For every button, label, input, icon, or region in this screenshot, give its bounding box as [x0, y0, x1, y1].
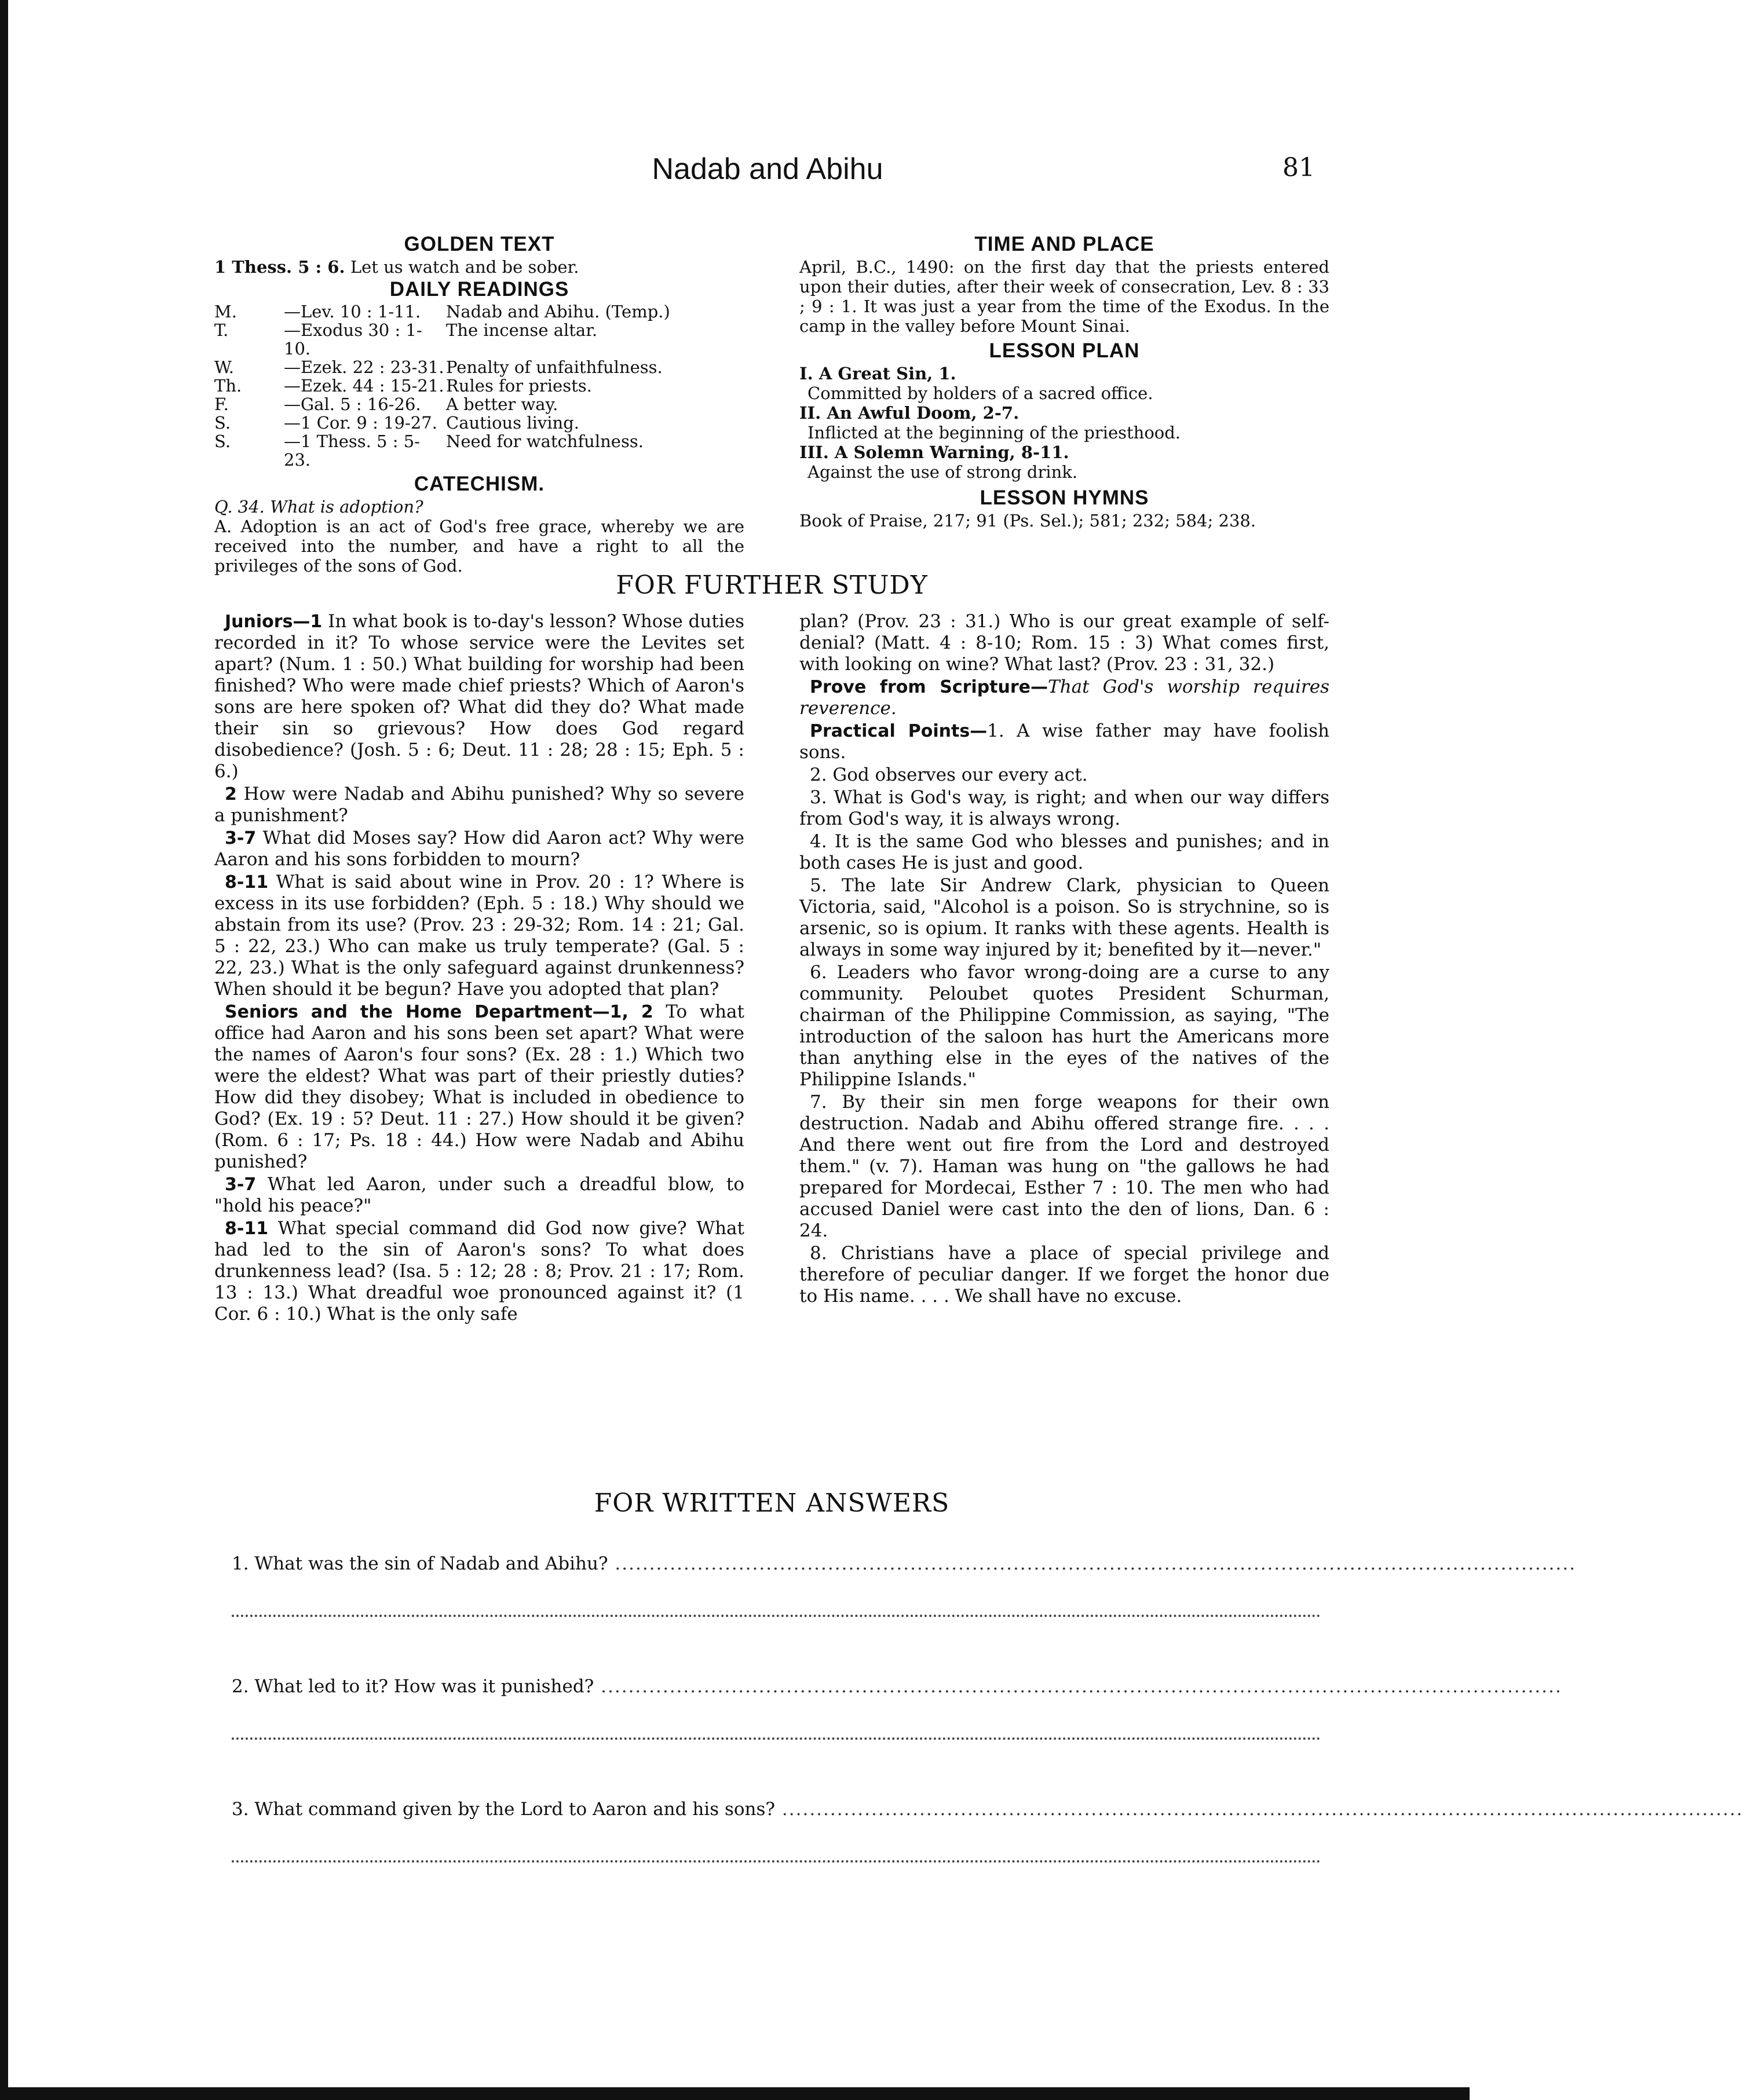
reading-title: Nadab and Abihu. (Temp.) [446, 302, 670, 321]
study-paragraph [214, 872, 744, 1000]
lesson-plan-item-desc: Against the use of strong drink. [807, 462, 1078, 482]
lesson-plan-item-desc: Committed by holders of a sacred office. [807, 383, 1153, 403]
reading-title: Need for watchfulness. [446, 431, 644, 451]
practical-point: 4. It is the same God who blesses and punishes; and in both cases He is just and good. [799, 831, 1329, 873]
study-label: 3-7 [225, 828, 257, 848]
time-place-heading: TIME AND PLACE [974, 233, 1154, 255]
answer-line[interactable] [232, 1831, 1321, 1863]
study-paragraph [214, 784, 744, 826]
lesson-plan-item-desc: Inflicted at the beginning of the priesthood. [807, 423, 1181, 442]
reading-ref: —1 Thess. 5 : 5-23. [284, 431, 420, 470]
reading-day: M. [214, 302, 237, 321]
bottom-border [0, 2087, 1470, 2100]
answer-line[interactable] [232, 1708, 1321, 1740]
written-question-text: 2. What led to it? How was it punished? [232, 1676, 594, 1697]
golden-text-heading: GOLDEN TEXT [404, 233, 555, 255]
further-study-left-column [214, 611, 744, 1326]
written-question [232, 1546, 1576, 1581]
time-place-text: April, B.C., 1490: on the first day that the priests entered upon their duties, after their week of consecration, Lev. 8 : 33 ; 9 : 1. It was just a year from the time of the Exodus. In the camp in the valley before Mount Sinai. [799, 257, 1329, 336]
reading-title: The incense altar. [446, 320, 598, 340]
reading-title: Rules for priests. [446, 376, 592, 396]
reading-day: Th. [214, 376, 242, 396]
left-border [0, 0, 8, 2100]
written-answers-heading: FOR WRITTEN ANSWERS [594, 1488, 950, 1518]
page-header [220, 152, 1315, 204]
reading-ref: —Lev. 10 : 1-11. [284, 302, 421, 321]
written-question [232, 1792, 1743, 1827]
prove-from-scripture [799, 676, 1329, 719]
study-text: What did Moses say? How did Aaron act? Why were Aaron and his sons forbidden to mourn? [214, 828, 744, 870]
practical-point: 5. The late Sir Andrew Clark, physician to Queen Victoria, said, "Alcohol is a poison. So is strychnine, so is arsenic, so is opium. It ranks with these agents. Health is always in some way injured by it; benefited by it—never." [799, 875, 1329, 960]
practical-point: 6. Leaders who favor wrong-doing are a curse to any community. Peloubet quotes President Schurman, chairman of the Philippine Commission, as saying, "The introduction of the saloon has hurt the Americans more than anything else in the eyes of the natives of the Philippine Islands." [799, 962, 1329, 1090]
study-label: Seniors and the Home Department—1, 2 [225, 1002, 653, 1022]
study-paragraph [214, 1174, 744, 1217]
daily-readings-heading: DAILY READINGS [389, 278, 569, 301]
study-label: Juniors—1 [225, 612, 323, 632]
study-paragraph [214, 828, 744, 870]
golden-text [214, 257, 744, 277]
written-question-text: 3. What command given by the Lord to Aaron and his sons? [232, 1799, 776, 1820]
lesson-plan-item-title: III. A Solemn Warning, 8-11. [799, 442, 1069, 462]
page-number: 81 [1282, 153, 1315, 182]
reading-day: W. [214, 357, 234, 377]
catechism-heading: CATECHISM. [414, 473, 545, 495]
lesson-hymns-text: Book of Praise, 217; 91 (Ps. Sel.); 581; 232; 584; 238. [799, 511, 1256, 531]
written-answers-section [232, 1546, 1743, 1915]
study-text: What is said about wine in Prov. 20 : 1? Where is excess in its use forbidden? (Eph. 5 : 18.) Why should we abstain from its use? (Prov. 23 : 29-32; Rom. 14 : 21; Gal. 5 : 22, 23.) Who can make us truly temperate? (Gal. 5 : 22, 23.) What is the only safeguard against drunkenness? When should it be begun? Have you adopted that plan? [214, 872, 744, 1000]
study-paragraph [214, 1001, 744, 1173]
study-label: 8-11 [225, 872, 269, 892]
study-paragraph [214, 611, 744, 782]
practical-point: 8. Christians have a place of special privilege and therefore of peculiar danger. If we forget the honor due to His name. . . . We shall have no excuse. [799, 1243, 1329, 1307]
practical-label: Practical Points— [810, 721, 988, 741]
practical-points [799, 720, 1329, 763]
golden-text-ref: 1 Thess. 5 : 6. [214, 257, 345, 277]
further-study-heading: FOR FURTHER STUDY [616, 570, 928, 600]
lesson-plan-item-title: II. An Awful Doom, 2-7. [799, 403, 1020, 423]
catechism-answer: A. Adoption is an act of God's free grace, whereby we are received into the number, and have a right to all the privileges of the sons of God. [214, 517, 744, 576]
catechism-question: Q. 34. What is adoption? [214, 497, 423, 517]
reading-day: S. [214, 431, 231, 451]
written-question-text: 1. What was the sin of Nadab and Abihu? [232, 1553, 608, 1574]
study-label: 8-11 [225, 1219, 269, 1239]
upper-right-column [799, 232, 1329, 531]
study-text: In what book is to-day's lesson? Whose duties recorded in it? To whose service were the Levites set apart? (Num. 1 : 50.) What building for worship had been finished? Who were made chief priests? Which of Aaron's sons are here spoken of? What did they do? What made their sin so grievous? How does God regard disobedience? (Josh. 5 : 6; Deut. 11 : 28; 28 : 15; Eph. 5 : 6.) [214, 611, 744, 782]
answer-dots: ............................................................................................................................................ [594, 1676, 1562, 1697]
reading-ref: —Gal. 5 : 16-26. [284, 394, 421, 414]
reading-ref: —Exodus 30 : 1-10. [284, 320, 422, 358]
practical-point: 7. By their sin men forge weapons for their own destruction. Nadab and Abihu offered strange fire. . . . And there went out fire from the Lord and destroyed them." (v. 7). Haman was hung on "the gallows he had prepared for Mordecai, Esther 7 : 10. The men who had accused Daniel were cast into the den of lions, Dan. 6 : 24. [799, 1092, 1329, 1241]
reading-title: A better way. [446, 394, 558, 414]
reading-title: Penalty of unfaithfulness. [446, 357, 663, 377]
lesson-hymns-heading: LESSON HYMNS [980, 486, 1149, 509]
study-right-intro: plan? (Prov. 23 : 31.) Who is our great example of self-denial? (Matt. 4 : 8-10; Rom. 15 : 3) What comes first, with looking on wine? What last? (Prov. 23 : 31, 32.) [799, 611, 1329, 675]
practical-points-list [799, 764, 1329, 1307]
study-paragraph [214, 1218, 744, 1325]
study-text: To what office had Aaron and his sons been set apart? What were the names of Aaron's four sons? (Ex. 28 : 1.) Which two were the eldest? What was part of their priestly duties? How did they disobey; What is included in obedience to God? (Ex. 19 : 5? Deut. 11 : 27.) How should it be given? (Rom. 6 : 17; Ps. 18 : 44.) How were Nadab and Abihu punished? [214, 1001, 744, 1172]
reading-ref: —Ezek. 44 : 15-21. [284, 376, 444, 396]
practical-text: 1. A wise father may have foolish sons. [799, 720, 1329, 763]
answer-dots: ............................................................................................................................................ [775, 1799, 1743, 1820]
study-text: What led Aaron, under such a dreadful blow, to "hold his peace?" [214, 1174, 744, 1216]
practical-point: 2. God observes our every act. [810, 764, 1088, 785]
reading-day: S. [214, 413, 231, 433]
reading-title: Cautious living. [446, 413, 579, 433]
reading-day: F. [214, 394, 229, 414]
upper-left-column [214, 232, 744, 576]
lesson-plan-heading: LESSON PLAN [989, 339, 1140, 362]
reading-ref: —1 Cor. 9 : 19-27. [284, 413, 437, 433]
study-text: How were Nadab and Abihu punished? Why so severe a punishment? [214, 784, 744, 826]
reading-day: T. [214, 320, 229, 340]
study-text: What special command did God now give? What had led to the sin of Aaron's sons? To what does drunkenness lead? (Isa. 5 : 12; 28 : 8; Prov. 21 : 17; Rom. 13 : 13.) What dreadful woe pronounced against it? (1 Cor. 6 : 10.) What is the only safe [214, 1218, 744, 1325]
further-study-right-column [799, 611, 1329, 1308]
answer-dots: ............................................................................................................................................ [608, 1553, 1576, 1574]
prove-text: That God's worship requires reverence. [799, 676, 1329, 719]
lesson-plan-item-title: I. A Great Sin, 1. [799, 364, 956, 383]
answer-line[interactable] [232, 1586, 1321, 1617]
practical-point: 3. What is God's way, is right; and when our way differs from God's way, it is always wrong. [799, 787, 1329, 829]
prove-label: Prove from Scripture— [810, 677, 1048, 697]
golden-text-body: Let us watch and be sober. [350, 257, 579, 277]
written-question [232, 1669, 1562, 1704]
study-label: 2 [225, 784, 237, 804]
lesson-plan-list [799, 364, 1329, 482]
daily-readings-list [214, 302, 744, 469]
study-label: 3-7 [225, 1175, 257, 1195]
reading-ref: —Ezek. 22 : 23-31. [284, 357, 444, 377]
page-title: Nadab and Abihu [652, 152, 883, 186]
